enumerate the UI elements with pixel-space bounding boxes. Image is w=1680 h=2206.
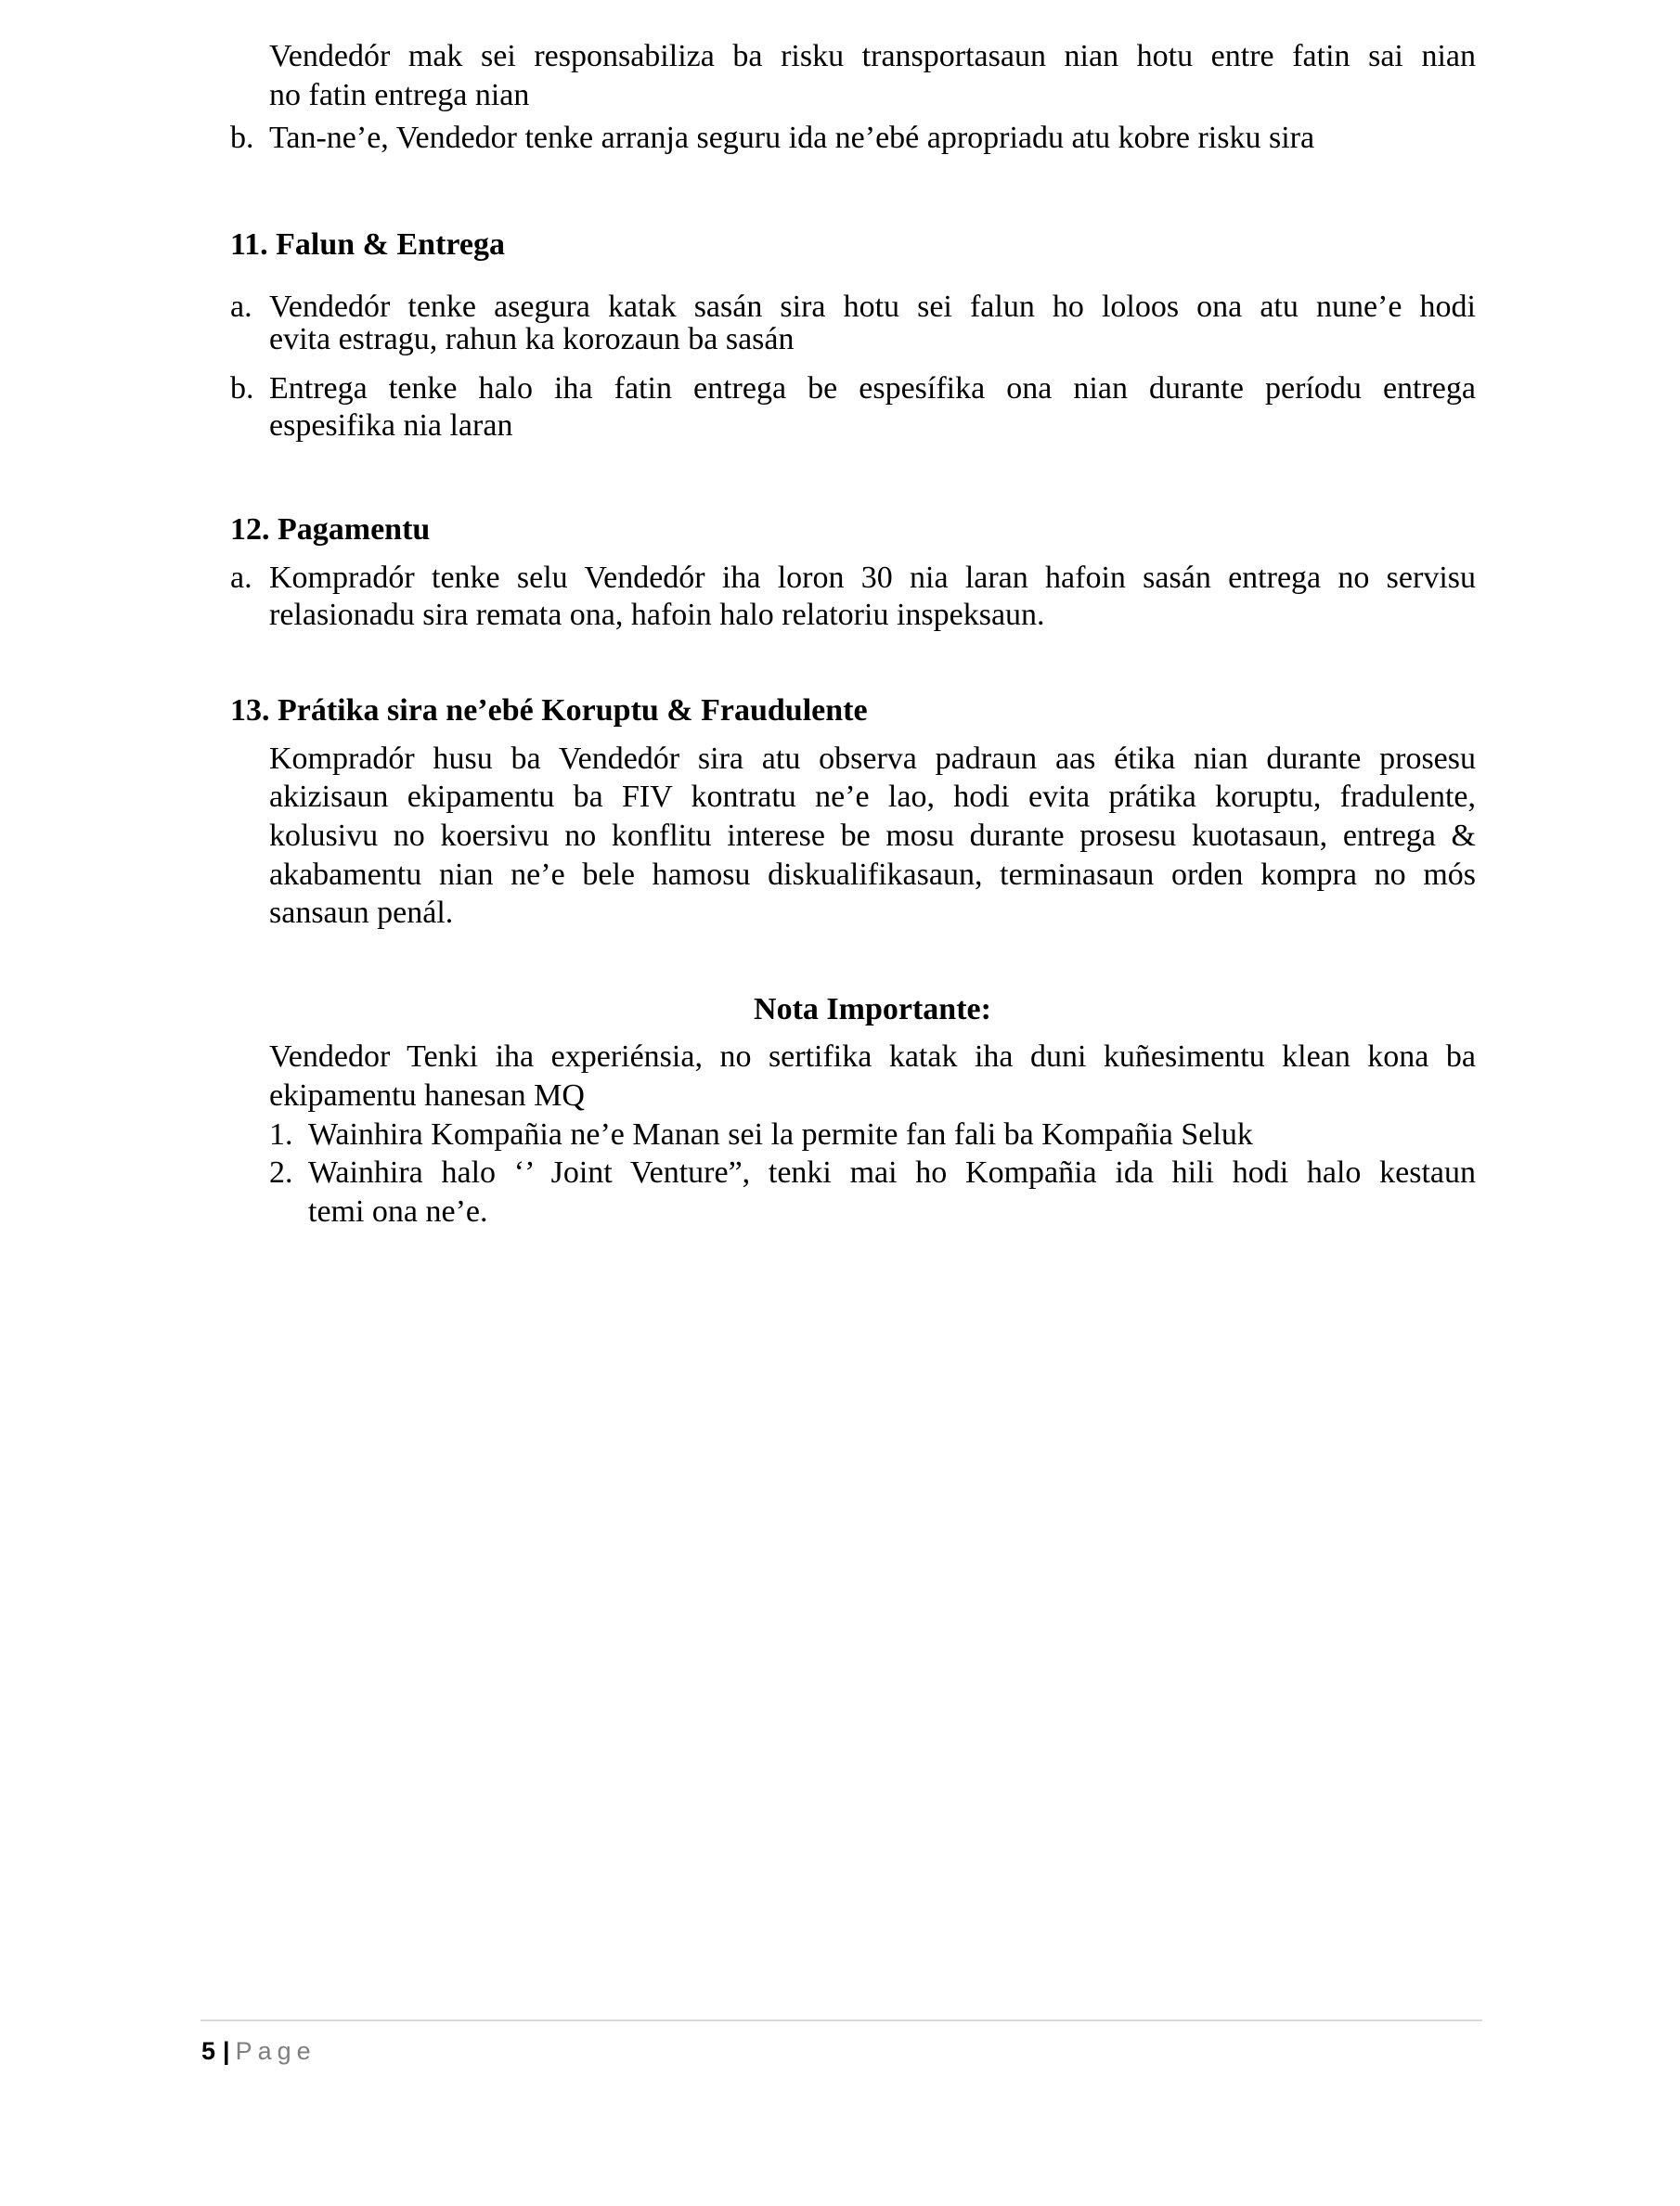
note-intro-line-2: ekipamentu hanesan MQ (269, 1078, 585, 1113)
section11-item-b-line-2: espesifika nia laran (269, 408, 513, 443)
footer-rule (200, 2019, 1482, 2021)
section11-item-a-line-2: evita estragu, rahun ka korozaun ba sasán (269, 322, 795, 356)
section13-line-3: kolusivu no koersivu no konflitu interese be mosu durante prosesu kuotasaun, entrega & (269, 819, 1476, 853)
note-list-1-line-1: Wainhira Kompañia ne’e Manan sei la permite fan fali ba Kompañia Seluk (308, 1117, 1253, 1152)
page-footer (201, 2036, 317, 2066)
section10-item-a-line-1: Vendedór mak sei responsabiliza ba risku transportasaun nian hotu entre fatin sai nian (269, 39, 1476, 73)
section11-item-a-line-1: Vendedór tenke asegura katak sasán sira hotu sei falun ho loloos ona atu nune’e hodi (269, 290, 1476, 324)
section11-item-b-label: b. (230, 371, 254, 406)
section12-item-a-line-1: Kompradór tenke selu Vendedór iha loron 30 nia laran hafoin sasán entrega no servisu (269, 561, 1476, 595)
footer-separator: | (223, 2037, 230, 2065)
section12-item-a-label: a. (230, 561, 252, 595)
section-heading-12: 12. Pagamentu (230, 512, 431, 547)
section13-line-2: akizisaun ekipamentu ba FIV kontratu ne’e lao, hodi evita prátika koruptu, fradulente, (269, 780, 1476, 814)
note-list-2-line-2: temi ona ne’e. (308, 1194, 488, 1229)
page-number: 5 (201, 2037, 216, 2065)
section-heading-13: 13. Prátika sira ne’ebé Koruptu & Fraudulente (230, 693, 868, 728)
section13-line-1: Kompradór husu ba Vendedór sira atu observa padraun aas étika nian durante prosesu (269, 742, 1476, 776)
section13-line-4: akabamentu nian ne’e bele hamosu diskualifikasaun, terminasaun orden kompra no mós (269, 858, 1476, 892)
note-list-2-line-1: Wainhira halo ‘’ Joint Venture”, tenki mai ho Kompañia ida hili hodi halo kestaun (308, 1155, 1476, 1190)
note-heading: Nota Importante: (754, 992, 991, 1026)
section-heading-11: 11. Falun & Entrega (230, 227, 505, 262)
note-list-1-number: 1. (269, 1117, 293, 1152)
section10-item-a-line-2: no fatin entrega nian (269, 78, 530, 112)
section10-item-b-line-1: Tan-ne’e, Vendedor tenke arranja seguru ida ne’ebé apropriadu atu kobre risku sira (269, 121, 1315, 155)
section13-line-5: sansaun penál. (269, 896, 454, 930)
note-list-2-number: 2. (269, 1155, 293, 1190)
page-label: Page (235, 2037, 317, 2065)
note-intro-line-1: Vendedor Tenki iha experiénsia, no sertifika katak iha duni kuñesimentu klean kona ba (269, 1039, 1476, 1074)
section10-item-b-label: b. (230, 121, 254, 155)
section11-item-a-label: a. (230, 290, 252, 324)
section12-item-a-line-2: relasionadu sira remata ona, hafoin halo relatoriu inspeksaun. (269, 598, 1045, 632)
section11-item-b-line-1: Entrega tenke halo iha fatin entrega be espesífika ona nian durante períodu entrega (269, 371, 1476, 406)
